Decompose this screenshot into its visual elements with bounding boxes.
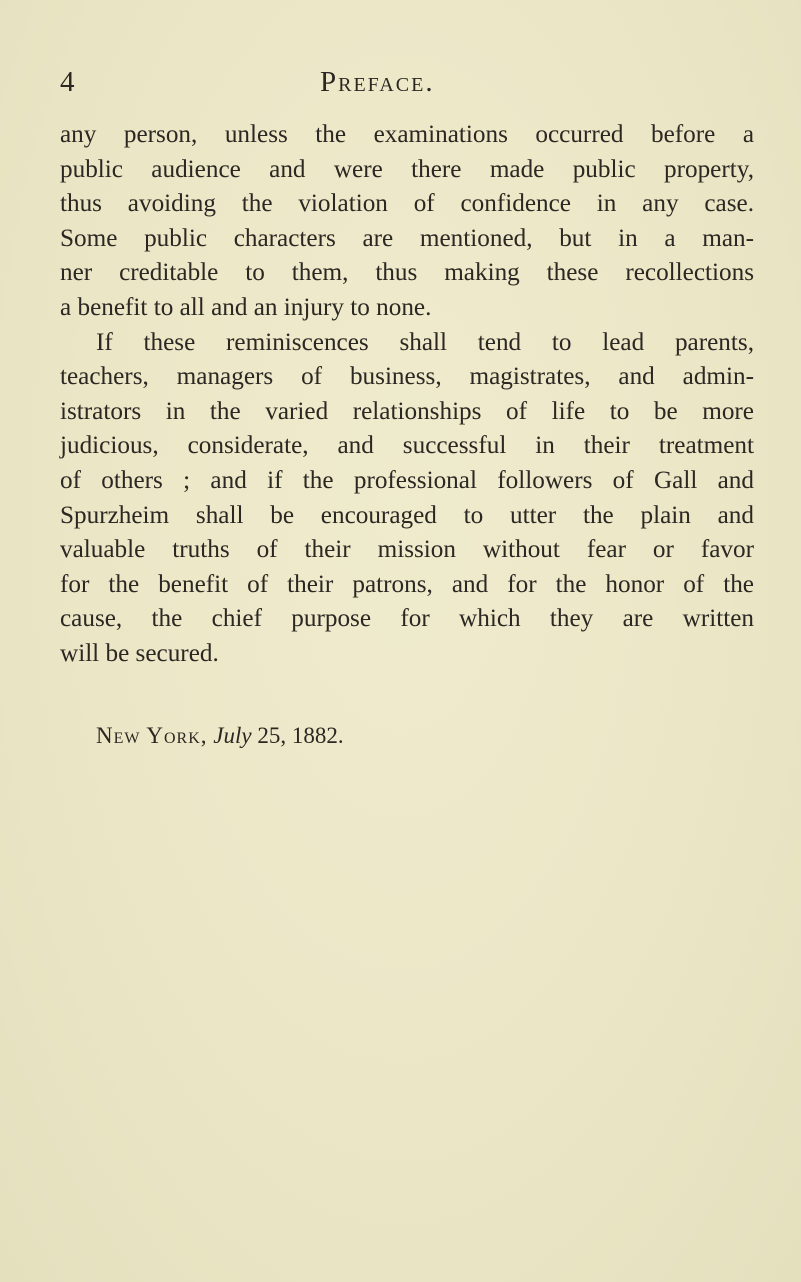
signature-place: New York,: [96, 723, 208, 748]
text-line: Some public characters are mentioned, but in a man-: [60, 224, 754, 252]
text-line: a benefit to all and an injury to none.: [60, 293, 432, 321]
text-line: of others ; and if the professional followers of Gall and: [60, 466, 754, 494]
page-number: 4: [60, 66, 75, 98]
text-line: cause, the chief purpose for which they are written: [60, 605, 754, 633]
signature-dateline: [96, 723, 344, 749]
text-line: ner creditable to them, thus making these recollections: [60, 259, 754, 287]
signature-month: July: [213, 723, 252, 748]
text-line: If these reminiscences shall tend to lead parents,: [96, 328, 754, 356]
text-line: teachers, managers of business, magistrates, and admin-: [60, 363, 754, 391]
text-line: for the benefit of their patrons, and for the honor of the: [60, 570, 754, 598]
running-title: Preface.: [320, 66, 435, 98]
text-line: Spurzheim shall be encouraged to utter the plain and: [60, 501, 754, 529]
text-line: judicious, considerate, and successful in their treatment: [60, 432, 754, 460]
text-line: thus avoiding the violation of confidence in any case.: [60, 190, 754, 218]
body-text: [60, 118, 754, 672]
text-line: istrators in the varied relationships of life to be more: [60, 397, 754, 425]
text-line: any person, unless the examinations occurred before a: [60, 121, 754, 148]
text-line: will be secured.: [60, 639, 219, 667]
running-head: [60, 66, 750, 106]
signature-date: 25, 1882.: [257, 723, 344, 748]
text-line: public audience and were there made public property,: [60, 155, 754, 183]
text-line: valuable truths of their mission without fear or favor: [60, 536, 754, 564]
